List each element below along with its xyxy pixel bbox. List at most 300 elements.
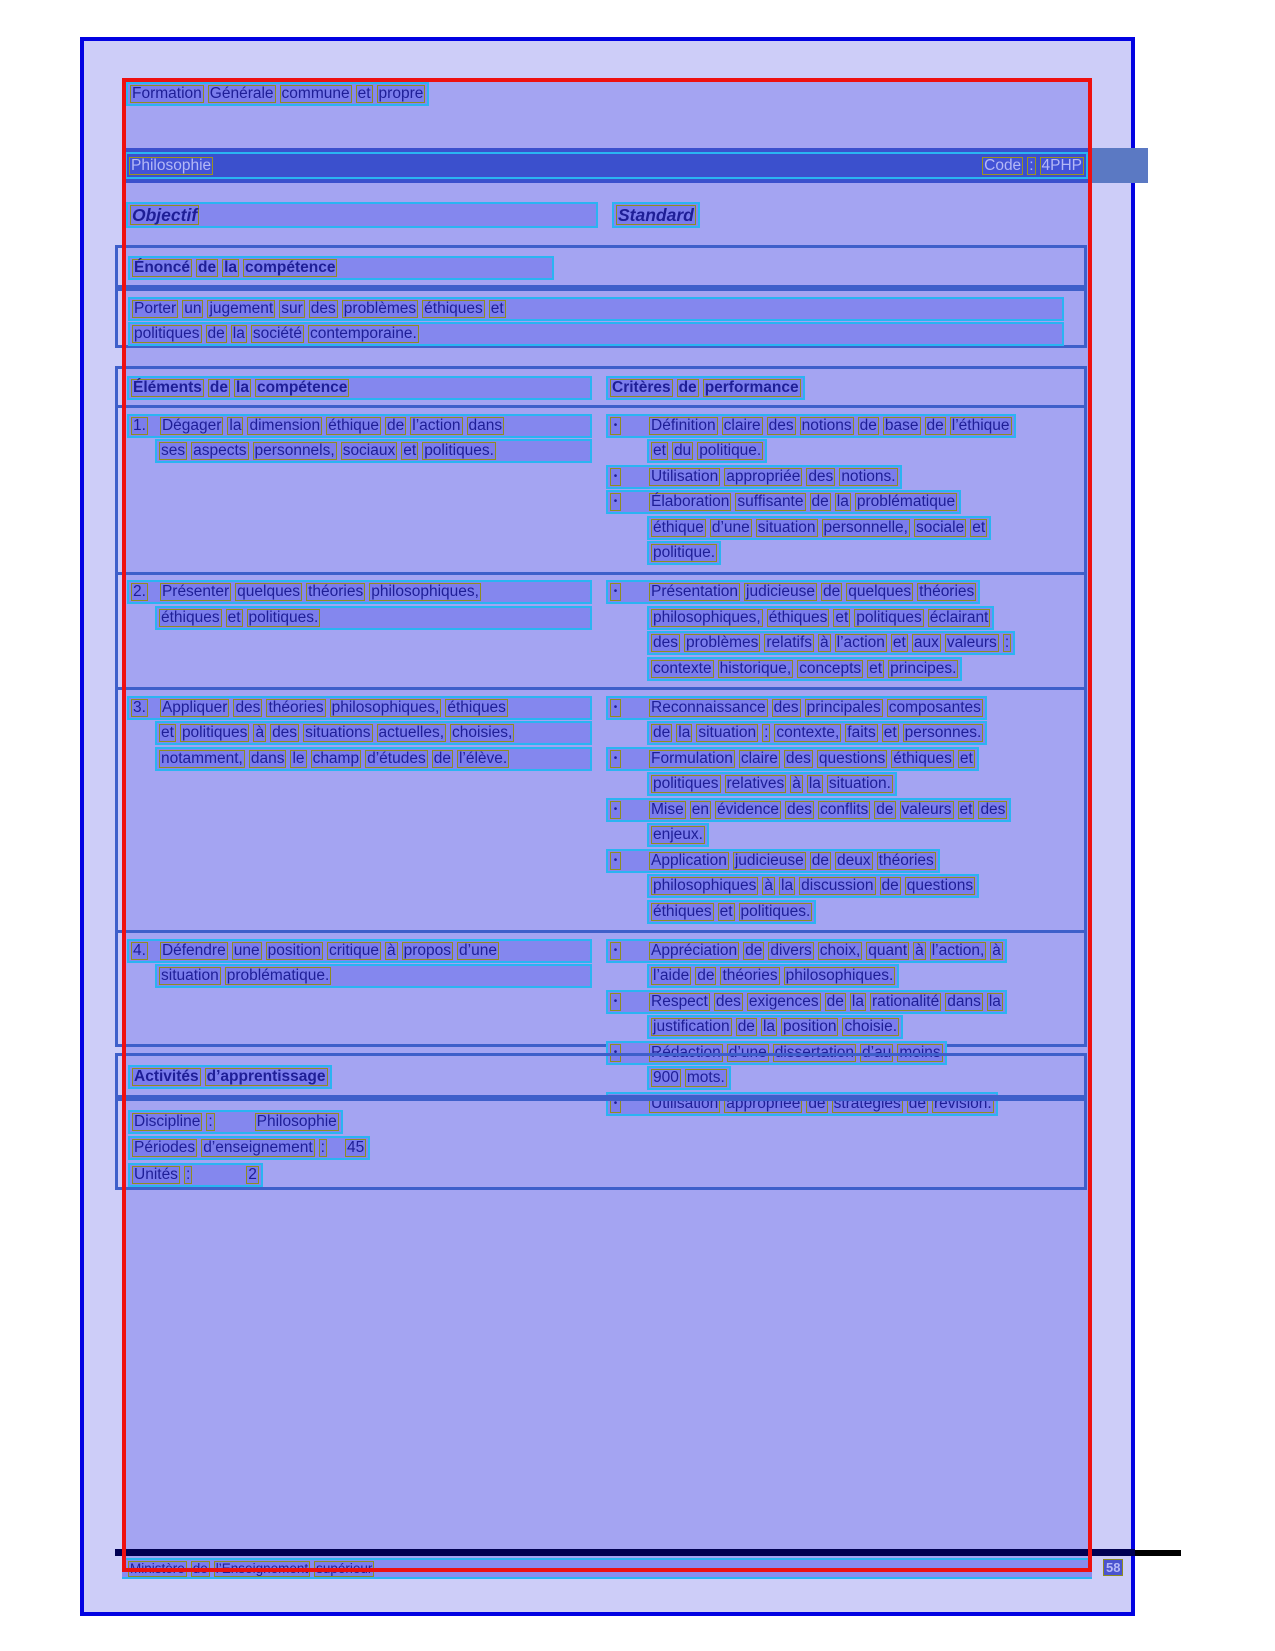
word-box: questions xyxy=(906,877,974,894)
criteria-cell xyxy=(606,412,1084,567)
word-box: rationalité xyxy=(872,992,940,1010)
word-box: la xyxy=(836,493,849,510)
word-box: choisie. xyxy=(844,1018,898,1035)
criterion-line xyxy=(606,465,902,489)
criteres-heading xyxy=(606,376,805,400)
word-box: philosophiques xyxy=(653,877,757,894)
word-box: 4. xyxy=(133,941,146,959)
word-box: • xyxy=(610,750,621,768)
activities-fields-box xyxy=(115,1098,1087,1190)
word-box: ses xyxy=(161,442,186,459)
word-box: • xyxy=(610,993,621,1011)
word-box: relatifs xyxy=(766,634,813,651)
word-box: • xyxy=(610,493,621,511)
word-box: divers xyxy=(770,941,812,959)
word-box: Définition xyxy=(651,416,716,434)
word-box: choisies, xyxy=(452,724,513,741)
word-box: éclairant xyxy=(929,608,989,626)
word-box: propre xyxy=(378,84,424,102)
activity-field-line xyxy=(128,1163,263,1187)
word-box: philosophiques, xyxy=(371,583,479,600)
word-box: à xyxy=(992,941,1001,959)
word-box: : xyxy=(1004,634,1010,651)
element-cell xyxy=(118,412,606,567)
criterion-line xyxy=(647,823,709,847)
word-box: : xyxy=(764,724,769,741)
word-box: à xyxy=(386,941,396,959)
word-box: Discipline xyxy=(134,1112,201,1130)
word-box: dimension xyxy=(249,416,321,434)
word-box: • xyxy=(610,801,621,819)
criteria-cell xyxy=(606,694,1084,925)
word-box: dissertation xyxy=(774,1043,854,1061)
word-box: Respect xyxy=(651,992,708,1010)
word-box: philosophiques. xyxy=(785,967,894,984)
word-box: du xyxy=(673,442,692,459)
word-box: faits xyxy=(847,724,876,741)
word-box: Appliquer xyxy=(161,698,228,716)
word-box: et xyxy=(161,724,174,741)
word-box: philosophiques, xyxy=(653,608,761,626)
word-box: de xyxy=(192,1560,208,1576)
word-box: l’élève. xyxy=(458,749,508,767)
word-box: Mise xyxy=(651,800,684,818)
word-box: et xyxy=(835,608,849,626)
spacer xyxy=(625,854,649,868)
spacer xyxy=(152,944,160,958)
spacer xyxy=(625,944,649,958)
spacer xyxy=(196,1168,246,1182)
word-box: • xyxy=(610,417,621,435)
word-box: politiques. xyxy=(740,902,811,920)
word-box: et xyxy=(972,518,986,536)
word-box: Énoncé xyxy=(134,258,190,276)
word-box: d’enseignement xyxy=(203,1139,313,1156)
word-box: aspects xyxy=(193,442,247,459)
word-box: des xyxy=(785,749,811,767)
elements-heading-cell xyxy=(118,374,606,401)
word-box: la xyxy=(678,724,691,741)
word-box: claire xyxy=(723,416,761,434)
course-title xyxy=(129,157,213,175)
word-box: Objectif xyxy=(132,204,198,225)
word-box: questions xyxy=(818,749,886,767)
word-box: notions xyxy=(801,416,852,434)
word-box: Critères xyxy=(612,378,671,396)
word-box: conflits xyxy=(820,800,869,818)
activities-heading-box xyxy=(115,1053,1087,1098)
element-line xyxy=(155,964,592,988)
word-box: éthique xyxy=(653,518,704,536)
spacer xyxy=(625,495,649,509)
word-box: situation. xyxy=(828,775,891,792)
word-box: la xyxy=(762,1018,776,1035)
word-box: appropriée xyxy=(726,1094,801,1112)
word-box: : xyxy=(185,1165,191,1183)
spacer xyxy=(219,1115,255,1129)
word-box: sociaux xyxy=(342,442,396,459)
criterion-line xyxy=(647,516,991,540)
spacer xyxy=(625,701,649,715)
enonce-heading-box xyxy=(115,245,1087,288)
word-box: éthiques xyxy=(161,608,220,626)
criterion-line xyxy=(606,414,1016,438)
word-box: et xyxy=(959,749,973,767)
word-box: et xyxy=(357,84,371,102)
spacer xyxy=(152,701,160,715)
element-line xyxy=(127,414,592,438)
word-box: la xyxy=(851,992,864,1010)
word-box: : xyxy=(320,1139,325,1156)
element-cell xyxy=(118,694,606,925)
criterion-line xyxy=(647,606,994,630)
element-line xyxy=(155,721,592,745)
criteria-cell xyxy=(606,579,1084,683)
word-box: l’action xyxy=(412,416,461,434)
word-box: exigences xyxy=(748,992,819,1010)
objectif-heading xyxy=(126,202,598,228)
word-box: et xyxy=(869,659,883,677)
word-box: la xyxy=(781,877,794,894)
word-box: de xyxy=(209,378,229,396)
word-box: et xyxy=(883,724,897,741)
word-box: théories xyxy=(268,698,324,716)
word-box: Rédaction xyxy=(651,1043,721,1061)
criterion-line xyxy=(647,657,962,681)
word-box: enjeux. xyxy=(653,826,703,843)
element-line xyxy=(127,939,592,963)
word-box: des xyxy=(773,698,799,716)
word-box: appropriée xyxy=(726,467,801,485)
enonce-heading xyxy=(128,256,554,280)
word-box: des xyxy=(653,634,678,651)
word-box: de xyxy=(822,583,841,600)
word-box: de xyxy=(908,1094,927,1112)
criterion-line xyxy=(647,631,1015,655)
word-box: théories xyxy=(919,583,975,600)
word-box: politiques xyxy=(134,325,200,342)
enonce-line xyxy=(128,297,1064,321)
word-box: Standard xyxy=(618,204,694,225)
word-box: la xyxy=(232,325,245,342)
word-box: politiques xyxy=(856,608,922,626)
word-box: Périodes xyxy=(134,1139,196,1156)
criterion-line xyxy=(647,900,816,924)
word-box: Reconnaissance xyxy=(651,698,766,716)
word-box: Présenter xyxy=(161,583,230,600)
word-box: Application xyxy=(651,851,727,869)
word-box: historique, xyxy=(719,659,792,677)
word-box: judicieuse xyxy=(734,851,804,869)
competence-row xyxy=(118,405,1084,572)
word-box: à xyxy=(764,877,774,894)
word-box: 1. xyxy=(133,416,146,434)
word-box: éthiques xyxy=(424,299,483,317)
word-box: valeurs xyxy=(946,634,997,651)
word-box: de xyxy=(745,941,763,959)
ministry-footer xyxy=(128,1561,374,1577)
word-box: principes. xyxy=(890,659,957,677)
word-box: champ xyxy=(312,749,360,767)
word-box: Dégager xyxy=(161,416,222,434)
criterion-line xyxy=(647,439,767,463)
competence-row xyxy=(118,687,1084,930)
word-box: éthique xyxy=(328,416,379,434)
document-category-label xyxy=(126,82,429,106)
word-box: Éléments xyxy=(133,378,202,396)
word-box: claire xyxy=(740,749,778,767)
word-box: Élaboration xyxy=(651,493,730,510)
word-box: critique xyxy=(329,941,379,959)
word-box: de xyxy=(881,877,899,894)
word-box: dans xyxy=(947,992,981,1010)
element-line xyxy=(127,696,592,720)
word-box: actuelles, xyxy=(378,724,445,741)
word-box: moins xyxy=(899,1043,941,1061)
word-box: de xyxy=(811,851,830,869)
word-box: des xyxy=(235,698,261,716)
word-box: d’au xyxy=(862,1043,892,1061)
word-box: théories xyxy=(878,851,934,869)
spacer xyxy=(625,470,649,484)
word-box: • xyxy=(610,1044,621,1062)
word-box: des xyxy=(787,800,813,818)
word-box: à xyxy=(792,775,801,792)
word-box: de xyxy=(808,1094,826,1112)
word-box: principales xyxy=(806,698,881,716)
word-box: : xyxy=(1029,156,1034,174)
word-box: quant xyxy=(868,941,908,959)
word-box: concepts xyxy=(799,659,862,677)
word-box: notamment, xyxy=(161,749,243,767)
word-box: philosophiques, xyxy=(331,698,440,716)
word-box: d’études xyxy=(367,749,426,767)
criterion-line xyxy=(647,721,987,745)
enonce-line xyxy=(128,322,1064,346)
footer-bar xyxy=(122,1558,1092,1579)
word-box: sur xyxy=(281,299,303,317)
word-box: des xyxy=(272,724,298,741)
word-box: problématique xyxy=(856,493,956,510)
word-box: de xyxy=(826,992,844,1010)
criterion-line xyxy=(647,1015,903,1039)
word-box: l’éthique xyxy=(951,416,1010,434)
word-box: : xyxy=(208,1112,213,1130)
word-box: situations xyxy=(305,724,371,741)
word-box: • xyxy=(610,468,621,486)
element-line xyxy=(127,580,592,604)
criterion-line xyxy=(606,580,980,604)
elements-heading xyxy=(127,376,592,400)
footer-rule xyxy=(115,1549,1135,1556)
word-box: • xyxy=(610,1095,621,1113)
word-box: • xyxy=(610,699,621,717)
word-box: de xyxy=(697,967,715,984)
criterion-line xyxy=(606,798,1011,822)
word-box: 45 xyxy=(346,1139,365,1156)
word-box: société xyxy=(252,325,302,342)
word-box: quelques xyxy=(237,583,301,600)
word-box: contexte, xyxy=(776,724,840,741)
activities-heading xyxy=(128,1065,332,1089)
word-box: composantes xyxy=(888,698,981,716)
word-box: de xyxy=(653,724,671,741)
word-box: politiques. xyxy=(248,608,319,626)
footer-rule-extension xyxy=(1135,1550,1181,1556)
word-box: à xyxy=(915,941,924,959)
word-box: compétence xyxy=(245,258,336,276)
word-box: l’action, xyxy=(931,941,985,959)
criterion-line xyxy=(647,772,897,796)
word-box: Porter xyxy=(134,299,177,317)
word-box: Utilisation xyxy=(651,1094,719,1112)
word-box: un xyxy=(184,299,202,317)
word-box: stratégies xyxy=(833,1094,901,1112)
word-box: Appréciation xyxy=(651,941,738,959)
word-box: problèmes xyxy=(343,299,417,317)
word-box: de xyxy=(433,749,451,767)
word-box: situation xyxy=(757,518,816,536)
standard-heading xyxy=(612,202,700,228)
word-box: d’une xyxy=(711,518,750,536)
criterion-line xyxy=(606,990,1007,1014)
word-box: des xyxy=(310,299,336,317)
word-box: l’action xyxy=(836,634,885,651)
word-box: et xyxy=(959,800,973,818)
competence-row xyxy=(118,572,1084,688)
word-box: le xyxy=(292,749,305,767)
word-box: • xyxy=(610,583,621,601)
word-box: la xyxy=(224,258,238,276)
word-box: la xyxy=(988,992,1001,1010)
word-box: 3. xyxy=(133,698,146,716)
word-box: et xyxy=(490,299,504,317)
word-box: la xyxy=(229,416,242,434)
word-box: performance xyxy=(704,378,799,396)
word-box: politiques xyxy=(653,775,719,792)
course-code xyxy=(982,157,1084,175)
word-box: et xyxy=(719,902,733,920)
criterion-line xyxy=(647,874,979,898)
word-box: de xyxy=(811,493,829,510)
word-box: éthiques xyxy=(447,698,506,716)
word-box: de xyxy=(207,325,225,342)
document-page xyxy=(122,78,1092,1572)
criterion-line xyxy=(606,696,987,720)
word-box: l’Enseignement xyxy=(215,1560,309,1576)
activity-field-line xyxy=(128,1136,370,1160)
activity-field-line xyxy=(128,1110,343,1134)
word-box: d’une xyxy=(459,941,497,959)
word-box: de xyxy=(926,416,944,434)
word-box: de xyxy=(387,416,405,434)
element-line xyxy=(155,747,592,771)
element-line xyxy=(155,606,592,630)
word-box: à xyxy=(820,634,829,651)
word-box: Générale xyxy=(209,84,274,102)
word-box: la xyxy=(808,775,821,792)
word-box: notions. xyxy=(841,467,896,485)
criterion-line xyxy=(647,964,899,988)
word-box: et xyxy=(653,442,666,459)
word-box: problématique. xyxy=(226,967,330,984)
word-box: à xyxy=(255,724,265,741)
word-box: contemporaine. xyxy=(309,325,417,342)
criterion-line xyxy=(606,490,961,514)
spacer xyxy=(625,803,649,817)
word-box: de xyxy=(197,258,217,276)
criterion-line xyxy=(606,849,940,873)
word-box: problèmes xyxy=(686,634,759,651)
word-box: Code xyxy=(984,156,1022,174)
word-box: 900 xyxy=(653,1069,679,1086)
spacer xyxy=(331,1141,345,1155)
element-line xyxy=(155,439,592,463)
word-box: justification xyxy=(653,1018,730,1035)
word-box: base xyxy=(884,416,919,434)
word-box: relatives xyxy=(726,775,785,792)
word-box: choix, xyxy=(819,941,861,959)
word-box: de xyxy=(737,1018,755,1035)
word-box: situation xyxy=(698,724,757,741)
criterion-line xyxy=(606,939,1007,963)
word-box: jugement xyxy=(209,299,274,317)
word-box: dans xyxy=(468,416,503,434)
word-box: Formulation xyxy=(651,749,733,767)
word-box: l’aide xyxy=(653,967,690,984)
word-box: éthiques xyxy=(893,749,952,767)
word-box: • xyxy=(610,942,621,960)
competence-rows xyxy=(118,405,1084,1122)
word-box: Utilisation xyxy=(651,467,719,485)
word-box: personnelle, xyxy=(823,518,908,536)
word-box: personnels, xyxy=(254,442,335,459)
word-box: position xyxy=(783,1018,837,1035)
word-box: personnes. xyxy=(904,724,982,741)
word-box: politique. xyxy=(653,544,716,561)
word-box: valeurs xyxy=(901,800,952,818)
word-box: propos xyxy=(403,941,452,959)
element-cell xyxy=(118,579,606,683)
word-box: la xyxy=(236,378,249,396)
word-box: des xyxy=(808,467,834,485)
word-box: des xyxy=(715,992,741,1010)
course-title-bar xyxy=(122,148,1092,183)
word-box: 2. xyxy=(133,583,146,600)
word-box: discussion xyxy=(801,877,874,894)
column-headings xyxy=(126,200,1088,229)
word-box: mots. xyxy=(686,1069,725,1086)
page-number: 58 xyxy=(1103,1559,1123,1576)
word-box: sociale xyxy=(915,518,965,536)
word-box: quelques xyxy=(848,583,912,600)
word-box: position xyxy=(267,941,322,959)
word-box: Formation xyxy=(132,84,202,102)
word-box: supérieur xyxy=(316,1560,373,1576)
word-box: deux xyxy=(837,851,871,869)
word-box: Philosophie xyxy=(131,156,212,174)
title-bar-line-box xyxy=(125,152,1088,179)
word-box: politiques xyxy=(181,724,248,741)
word-box: de xyxy=(859,416,877,434)
word-box: révision. xyxy=(934,1094,992,1112)
word-box: Ministère xyxy=(130,1560,185,1576)
word-box: 4PHP xyxy=(1041,156,1082,174)
word-box: Unités xyxy=(134,1165,178,1183)
word-box: • xyxy=(610,852,621,870)
criterion-line xyxy=(606,747,979,771)
word-box: de xyxy=(678,378,697,396)
